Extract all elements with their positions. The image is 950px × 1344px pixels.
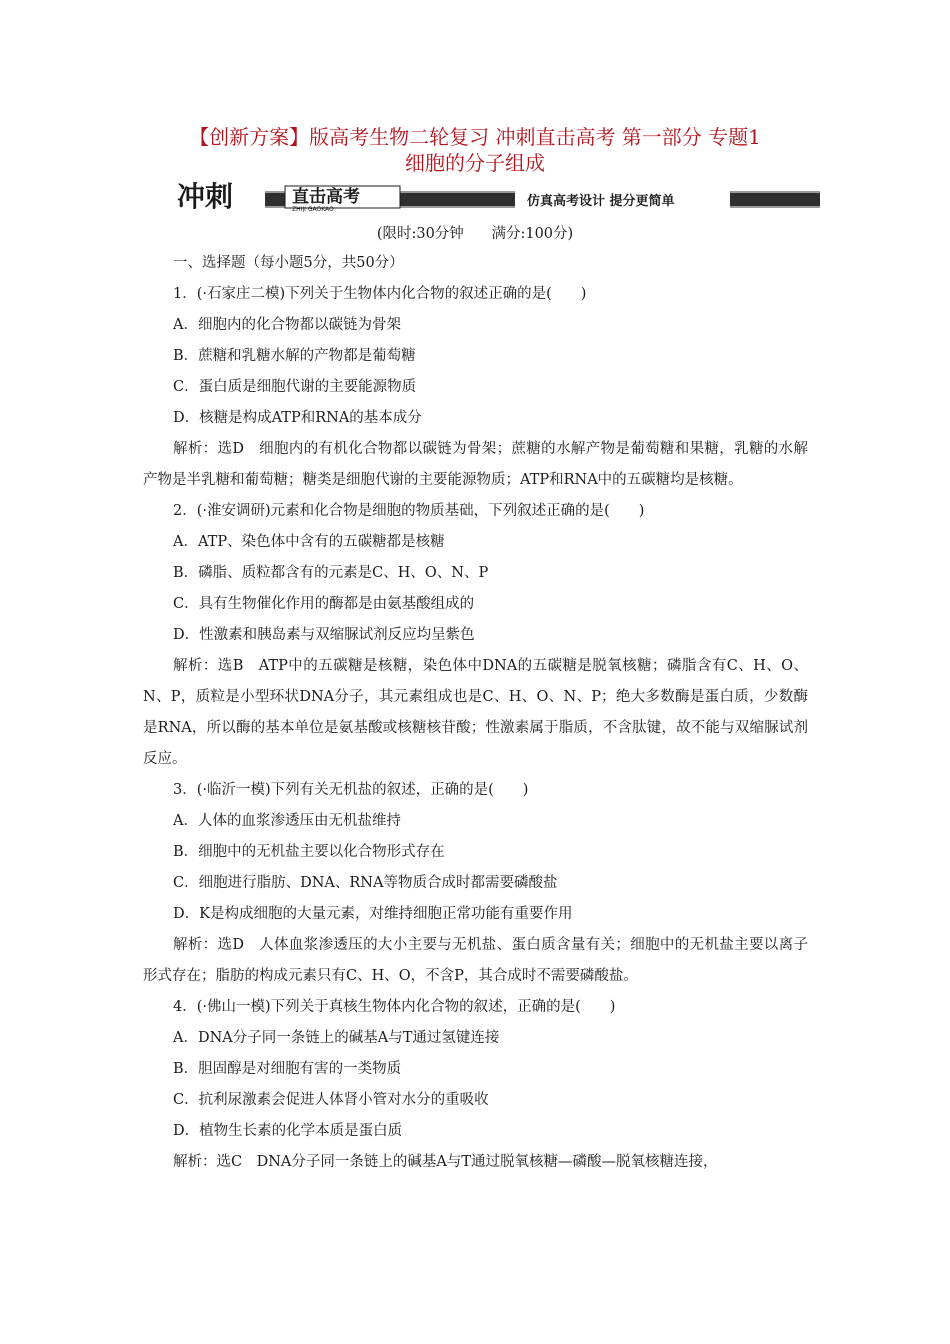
option-c: C．具有生物催化作用的酶都是由氨基酸组成的 [173,596,475,612]
analysis: 解析：选D 人体血浆渗透压的大小主要与无机盐、蛋白质含量有关；细胞中的无机盐主要以离子形式存在；脂肪的构成元素只有C、H、O，不含P，其合成时不需要磷酸盐。 [143,937,808,984]
section-banner [175,180,820,212]
option-d: D．植物生长素的化学本质是蛋白质 [173,1123,403,1139]
option-b: B．磷脂、质粒都含有的元素是C、H、O、N、P [173,565,489,581]
time-limit: (限时:30分钟 满分:100分) [376,226,574,242]
document-body [143,248,808,1178]
question-stem: 2．(·淮安调研)元素和化合物是细胞的物质基础，下列叙述正确的是( ) [173,503,645,519]
question-stem: 3．(·临沂一模)下列有关无机盐的叙述，正确的是( ) [173,782,529,798]
banner-right-text: 仿真高考设计 提分更简单 [527,194,675,209]
option-c: C．蛋白质是细胞代谢的主要能源物质 [173,379,417,395]
question-2 [143,496,808,775]
option-c: C．细胞进行脂肪、DNA、RNA等物质合成时都需要磷酸盐 [173,875,558,891]
question-1 [143,279,808,496]
option-b: B．细胞中的无机盐主要以化合物形式存在 [173,844,445,860]
option-d: D．性激素和胰岛素与双缩脲试剂反应均呈紫色 [173,627,475,643]
option-d: D．K是构成细胞的大量元素，对维持细胞正常功能有重要作用 [173,906,573,922]
banner-left-text: 冲刺 [177,180,234,212]
analysis: 解析：选B ATP中的五碳糖是核糖，染色体中DNA的五碳糖是脱氧核糖；磷脂含有C、H、O、N、P，质粒是小型环状DNA分子，其元素组成也是C、H、O、N、P；绝大多数酶是蛋白质，少数酶是RNA，所以酶的基本单位是氨基酸或核糖核苷酸；性激素属于脂质，不含肽键，故不能与双缩脲试剂反应。 [143,658,808,767]
analysis: 解析：选C DNA分子同一条链上的碱基A与T通过脱氧核糖—磷酸—脱氧核糖连接， [173,1154,718,1170]
question-4 [143,992,808,1178]
option-c: C．抗利尿激素会促进人体肾小管对水分的重吸收 [173,1092,489,1108]
banner-graphic [175,180,820,212]
section-heading: 一、选择题（每小题5分，共50分） [173,255,404,271]
option-d: D．核糖是构成ATP和RNA的基本成分 [173,410,422,426]
option-a: A．细胞内的化合物都以碳链为骨架 [173,317,401,333]
question-3 [143,775,808,992]
document-title [0,124,950,176]
question-stem: 4．(·佛山一模)下列关于真核生物体内化合物的叙述，正确的是( ) [173,999,616,1015]
analysis: 解析：选D 细胞内的有机化合物都以碳链为骨架；蔗糖的水解产物是葡萄糖和果糖，乳糖的水解产物是半乳糖和葡萄糖；糖类是细胞代谢的主要能源物质；ATP和RNA中的五碳糖均是核糖。 [143,441,808,488]
option-b: B．蔗糖和乳糖水解的产物都是葡萄糖 [173,348,416,364]
option-a: A．人体的血浆渗透压由无机盐维持 [173,813,401,829]
title-line-1: 【创新方案】版高考生物二轮复习 冲刺直击高考 第一部分 专题1 [189,125,761,149]
title-line-2: 细胞的分子组成 [405,151,545,175]
banner-mid-text: 直击高考 [292,187,360,207]
option-a: A．ATP、染色体中含有的五碳糖都是核糖 [173,534,445,550]
option-b: B．胆固醇是对细胞有害的一类物质 [173,1061,402,1077]
question-stem: 1．(·石家庄二模)下列关于生物体内化合物的叙述正确的是( ) [173,286,587,302]
banner-pinyin: ZHIJI GAOKAO [292,206,334,212]
option-a: A．DNA分子同一条链上的碱基A与T通过氢键连接 [173,1030,500,1046]
